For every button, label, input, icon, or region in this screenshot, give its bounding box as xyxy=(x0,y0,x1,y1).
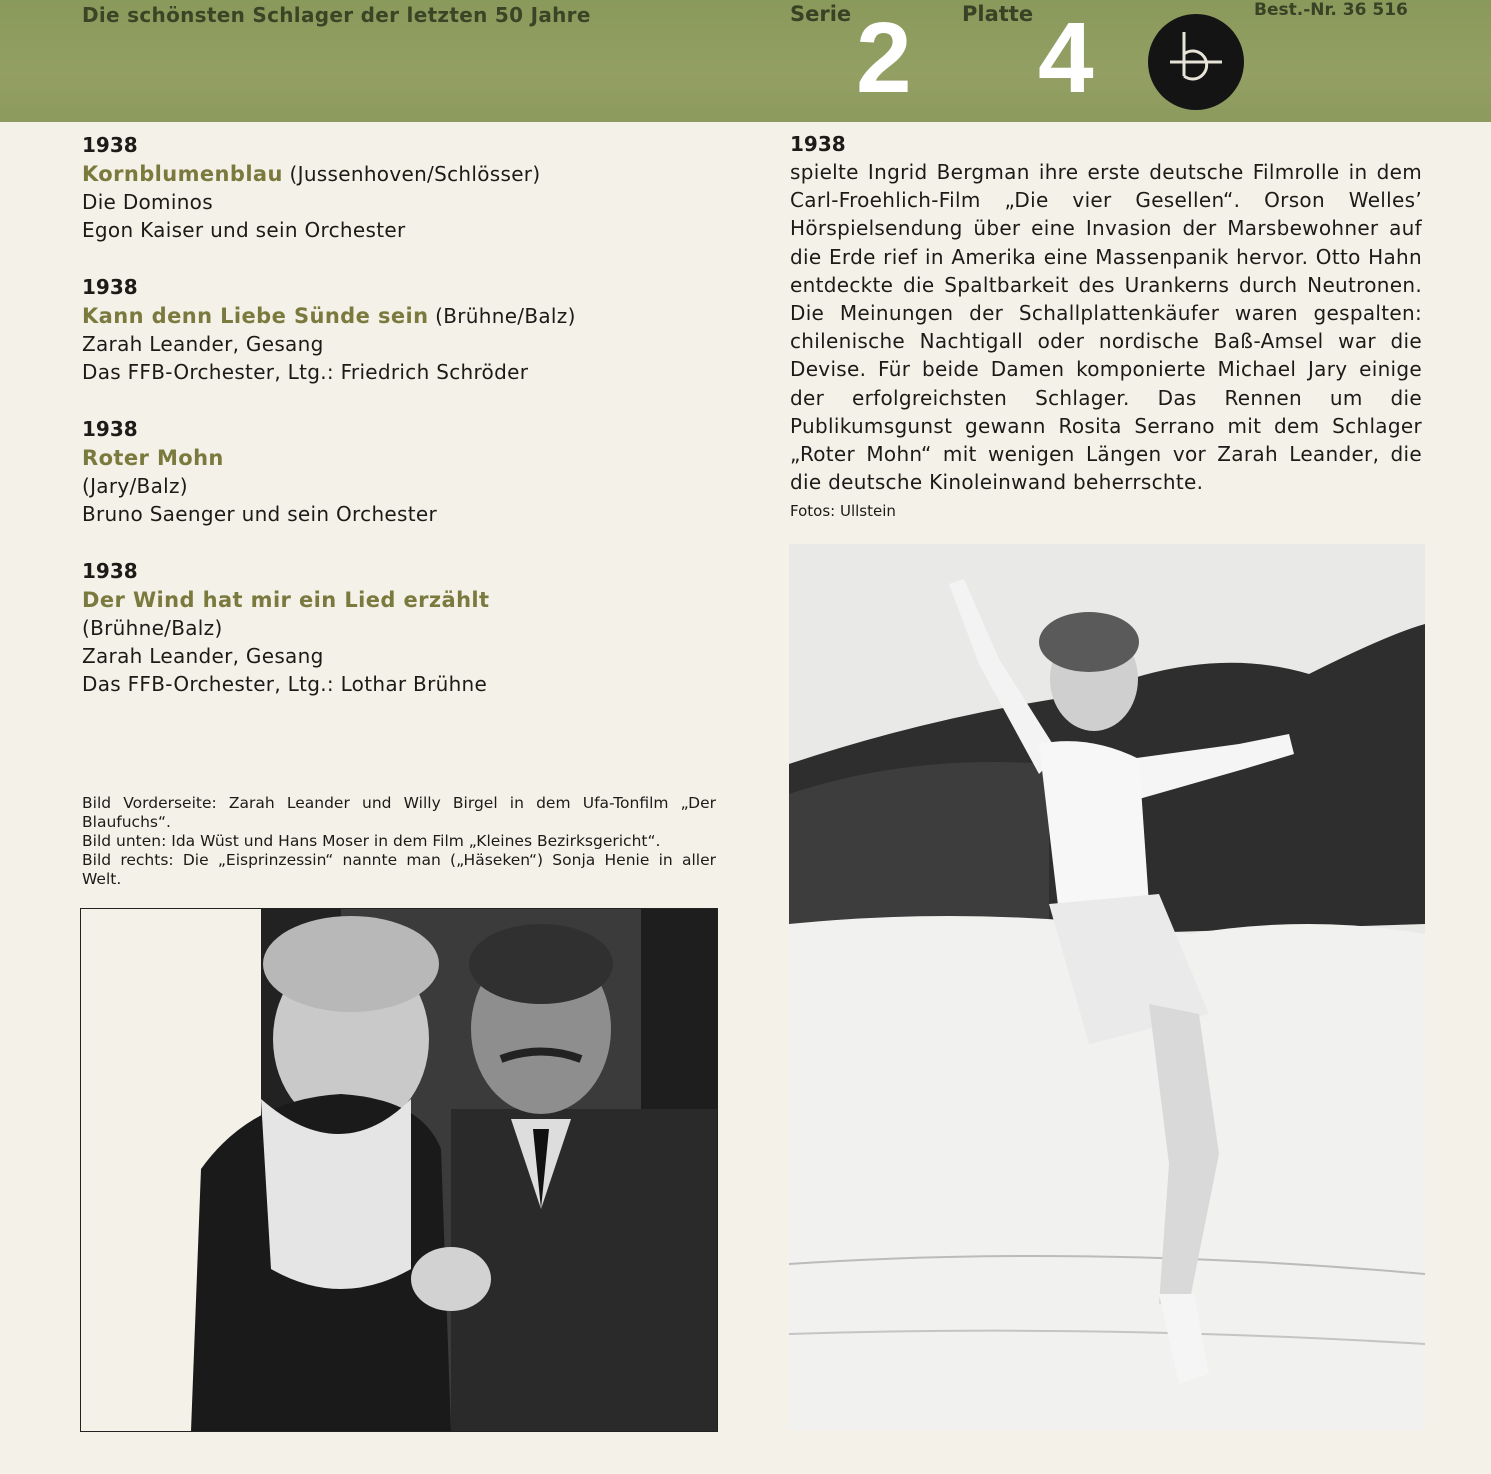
photo-captions xyxy=(82,794,716,889)
track-title: Kann denn Liebe Sünde sein xyxy=(82,304,429,328)
skater-photo xyxy=(789,544,1425,1430)
platte-label: Platte xyxy=(962,2,1034,26)
history-paragraph: spielte Ingrid Bergman ihre erste deutsche Filmrolle in dem Carl-Froehlich-Film „Die vier Gesellen“. Orson Welles’ Hörspielsendung über eine Invasion der Marsbewohner auf die Erde rief in Amerika eine Massenpanik hervor. Otto Hahn entdeckte die Spaltbarkeit des Urankerns durch Neutronen. Die Meinungen der Schallplattenkäufer waren gespalten: chilenische Nachtigall oder nordische Baß-Amsel war die Devise. Für beide Damen komponierte Michael Jary einige der erfolgreichsten Schlager. Das Rennen um die Publikumsgunst gewann Rosita Serrano mit dem Schlager „Roter Mohn“ mit wenigen Längen vor Zarah Leander, die die deutsche Kinoleinwand beherrschte. xyxy=(790,160,1422,495)
track-title: Der Wind hat mir ein Lied erzählt xyxy=(82,588,490,612)
series-title: Die schönsten Schlager der letzten 50 Jahre xyxy=(82,3,591,27)
track-entry xyxy=(82,130,722,244)
platte-number: 4 xyxy=(1038,2,1094,114)
track-year: 1938 xyxy=(82,417,138,441)
order-number: Best.-Nr. 36 516 xyxy=(1254,0,1408,20)
track-orchestra: Bruno Saenger und sein Orchester xyxy=(82,502,438,526)
track-entry xyxy=(82,556,722,698)
track-orchestra: Das FFB-Orchester, Ltg.: Lothar Brühne xyxy=(82,672,488,696)
track-title: Roter Mohn xyxy=(82,446,224,470)
serie-number: 2 xyxy=(856,2,912,114)
track-year: 1938 xyxy=(82,275,138,299)
track-entry xyxy=(82,272,722,386)
film-still-photo xyxy=(80,908,718,1432)
track-entry xyxy=(82,414,722,528)
track-composer: (Jary/Balz) xyxy=(82,474,188,498)
track-year: 1938 xyxy=(82,133,138,157)
record-label-logo-icon xyxy=(1148,14,1244,110)
track-artist: Zarah Leander, Gesang xyxy=(82,332,324,356)
track-composer: (Brühne/Balz) xyxy=(82,616,223,640)
caption-right: Bild rechts: Die „Eisprinzessin“ nannte man („Häseken“) Sonja Henie in aller Welt. xyxy=(82,851,716,888)
track-orchestra: Egon Kaiser und sein Orchester xyxy=(82,218,406,242)
track-title: Kornblumenblau xyxy=(82,162,283,186)
track-list xyxy=(82,130,722,726)
header-band xyxy=(0,0,1491,122)
caption-front: Bild Vorderseite: Zarah Leander und Willy Birgel in dem Ufa-Tonfilm „Der Blaufuchs“. xyxy=(82,794,716,831)
track-composer: (Brühne/Balz) xyxy=(435,304,576,328)
caption-below: Bild unten: Ida Wüst und Hans Moser in dem Film „Kleines Bezirksgericht“. xyxy=(82,832,661,850)
history-year: 1938 xyxy=(790,132,846,156)
track-composer: (Jussenhoven/Schlösser) xyxy=(289,162,541,186)
history-text xyxy=(790,130,1422,520)
track-year: 1938 xyxy=(82,559,138,583)
track-artist: Die Dominos xyxy=(82,190,213,214)
track-orchestra: Das FFB-Orchester, Ltg.: Friedrich Schröder xyxy=(82,360,529,384)
track-artist: Zarah Leander, Gesang xyxy=(82,644,324,668)
photo-credit: Fotos: Ullstein xyxy=(790,502,896,521)
serie-label: Serie xyxy=(790,2,852,26)
